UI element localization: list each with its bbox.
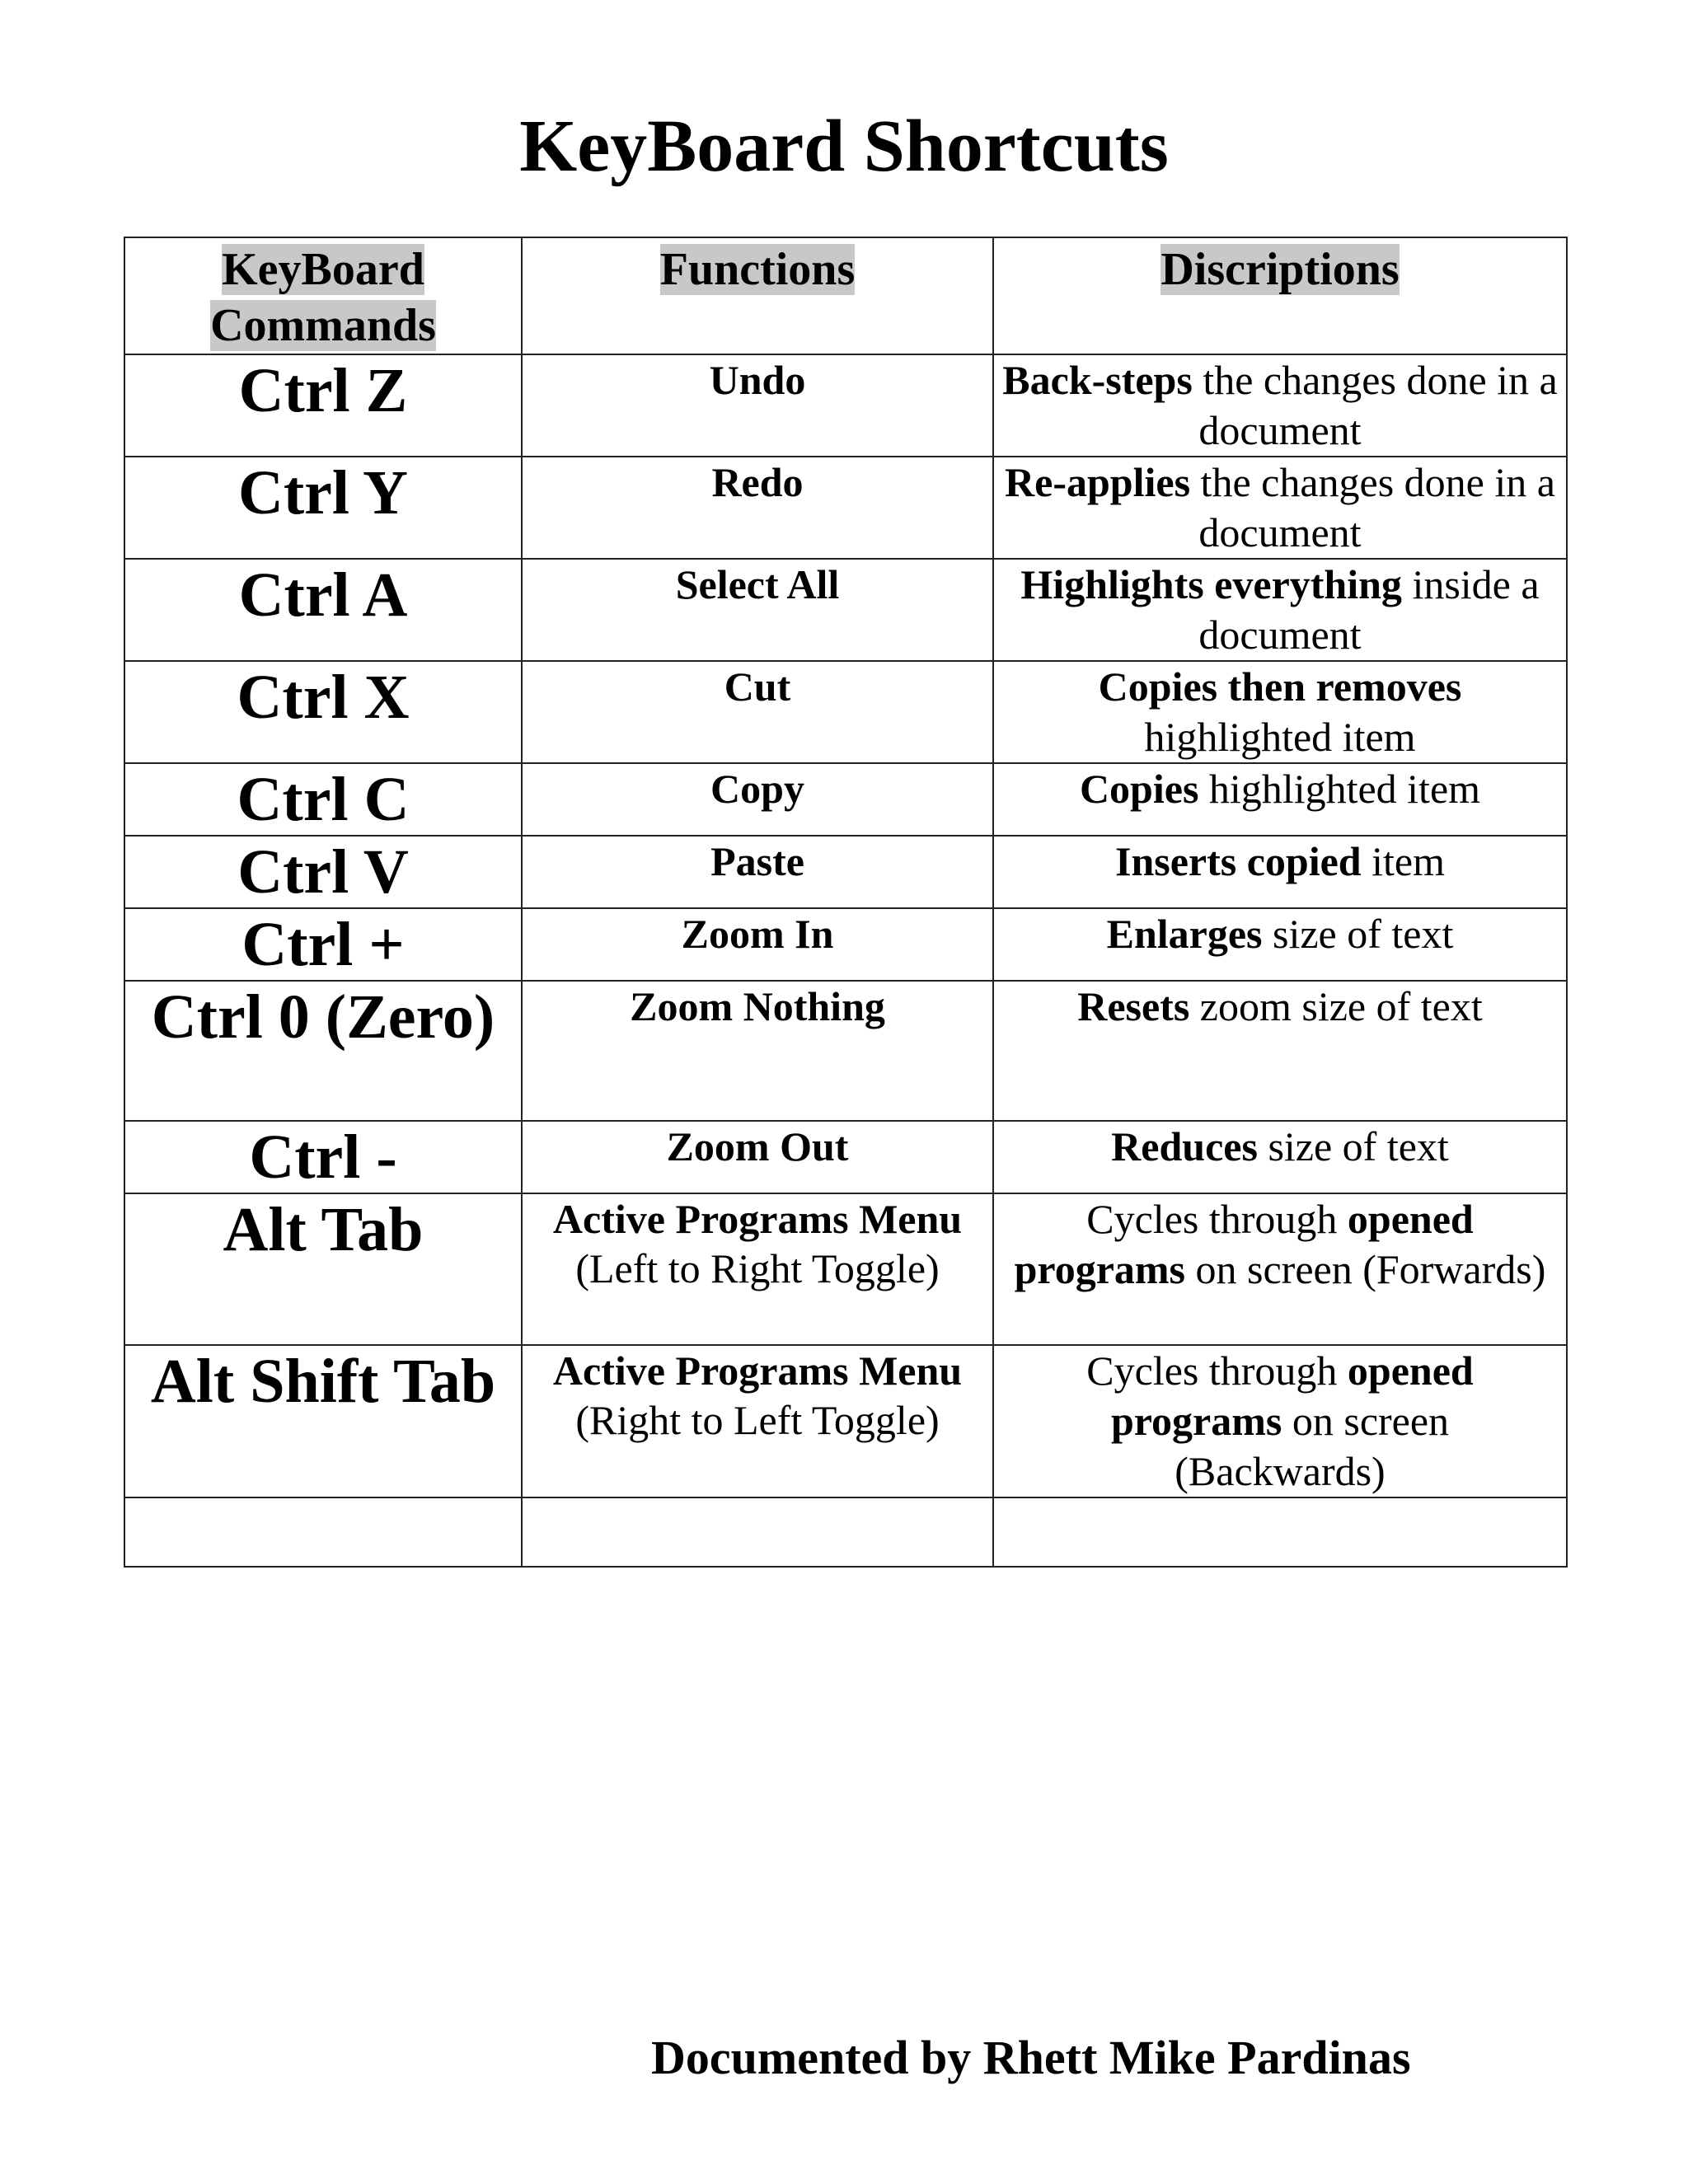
- description-cell: Re-applies the changes done in a document: [993, 457, 1567, 559]
- description-cell: Copies then removes highlighted item: [993, 661, 1567, 763]
- description-cell: Resets zoom size of text: [993, 981, 1567, 1121]
- shortcuts-table: [124, 237, 1568, 1568]
- description-cell: Reduces size of text: [993, 1121, 1567, 1193]
- function-cell: Select All: [522, 559, 993, 661]
- command-cell: Ctrl C: [124, 763, 522, 836]
- table-row: [124, 1121, 1567, 1193]
- description-cell: Cycles through opened programs on screen (Forwards): [993, 1193, 1567, 1345]
- command-cell: Alt Tab: [124, 1193, 522, 1345]
- function-cell: Zoom Out: [522, 1121, 993, 1193]
- table-row: [124, 981, 1567, 1121]
- function-cell: Paste: [522, 836, 993, 908]
- table-row: [124, 763, 1567, 836]
- command-cell: Alt Shift Tab: [124, 1345, 522, 1497]
- command-cell: Ctrl X: [124, 661, 522, 763]
- table-row: [124, 559, 1567, 661]
- function-cell: Zoom In: [522, 908, 993, 981]
- table-row: [124, 908, 1567, 981]
- empty-cell: [522, 1497, 993, 1567]
- command-cell: Ctrl -: [124, 1121, 522, 1193]
- empty-cell: [124, 1497, 522, 1567]
- function-cell: Undo: [522, 354, 993, 457]
- table-row: [124, 836, 1567, 908]
- description-cell: Enlarges size of text: [993, 908, 1567, 981]
- table-row: [124, 457, 1567, 559]
- header-functions: Functions: [522, 237, 993, 354]
- author-credit: Documented by Rhett Mike Pardinas: [651, 2031, 1411, 2084]
- function-cell: Copy: [522, 763, 993, 836]
- table-row: [124, 354, 1567, 457]
- function-cell: Active Programs Menu (Left to Right Toggle): [522, 1193, 993, 1345]
- command-cell: Ctrl Y: [124, 457, 522, 559]
- description-cell: Highlights everything inside a document: [993, 559, 1567, 661]
- command-cell: Ctrl A: [124, 559, 522, 661]
- empty-cell: [993, 1497, 1567, 1567]
- table-row: [124, 661, 1567, 763]
- description-cell: Cycles through opened programs on screen (Backwards): [993, 1345, 1567, 1497]
- header-descriptions: Discriptions: [993, 237, 1567, 354]
- function-cell: Redo: [522, 457, 993, 559]
- function-cell: Cut: [522, 661, 993, 763]
- function-cell: Zoom Nothing: [522, 981, 993, 1121]
- function-cell: Active Programs Menu (Right to Left Toggle): [522, 1345, 993, 1497]
- command-cell: Ctrl Z: [124, 354, 522, 457]
- table-row: [124, 1193, 1567, 1345]
- table-row: [124, 1345, 1567, 1497]
- description-cell: Inserts copied item: [993, 836, 1567, 908]
- empty-table-row: [124, 1497, 1567, 1567]
- command-cell: Ctrl +: [124, 908, 522, 981]
- header-commands: KeyBoard Commands: [124, 237, 522, 354]
- description-cell: Back-steps the changes done in a document: [993, 354, 1567, 457]
- table-header-row: [124, 237, 1567, 354]
- page-title: KeyBoard Shortcuts: [519, 105, 1169, 187]
- command-cell: Ctrl 0 (Zero): [124, 981, 522, 1121]
- description-cell: Copies highlighted item: [993, 763, 1567, 836]
- command-cell: Ctrl V: [124, 836, 522, 908]
